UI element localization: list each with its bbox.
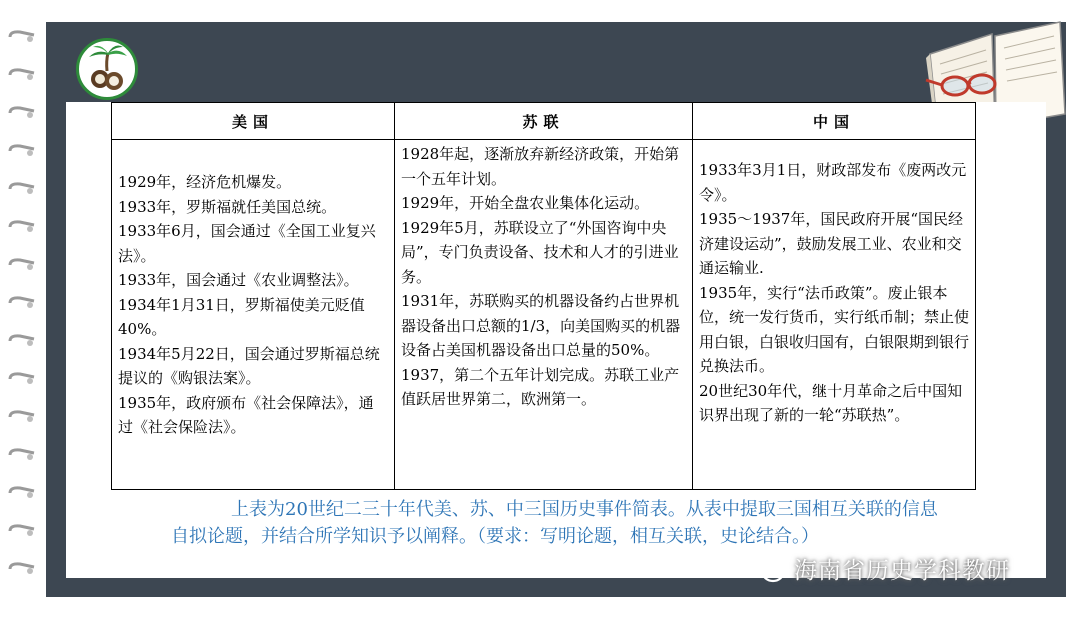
question-prompt xyxy=(171,496,951,550)
us-event: 1933年，罗斯福就任美国总统。 xyxy=(118,197,337,216)
china-event: 20世纪30年代，继十月革命之后中国知识界出现了新的一轮“苏联热”。 xyxy=(699,381,963,424)
us-event: 1934年5月22日，国会通过罗斯福总统提议的《购银法案》。 xyxy=(118,344,380,387)
china-event: 1933年3月1日，财政部发布《废两改元令》。 xyxy=(699,161,967,204)
coconut-tree-logo xyxy=(76,38,138,100)
header-us: 美国 xyxy=(112,103,395,140)
table-row xyxy=(112,140,976,490)
notebook-rings xyxy=(0,0,48,619)
us-events-cell xyxy=(112,140,395,490)
question-text: 上表为20世纪二三十年代美、苏、中三国历史事件简表。从表中提取三国相互关联的信息自拟论题，并结合所学知识予以阐释。（要求：写明论题，相互关联，史论结合。） xyxy=(171,499,938,547)
china-event: 1935年，实行“法币政策”。废止银本位，统一发行货币，实行纸币制；禁止使用白银，白银收归国有，白银限期到银行兑换法币。 xyxy=(699,283,970,375)
us-event: 1935年，政府颁布《社会保障法》，通过《社会保险法》。 xyxy=(118,393,374,436)
us-event: 1933年6月，国会通过《全国工业复兴法》。 xyxy=(118,222,376,265)
us-event: 1934年1月31日，罗斯福使美元贬值40%。 xyxy=(118,295,365,338)
watermark-text: 海南省历史学科教研 xyxy=(794,558,1010,584)
notebook-ring-icon xyxy=(8,182,36,196)
china-events-cell xyxy=(693,140,976,490)
ussr-event: 1928年起，逐渐放弃新经济政策，开始第一个五年计划。 xyxy=(401,145,680,188)
notebook-ring-icon xyxy=(8,562,36,576)
events-table xyxy=(111,102,976,490)
us-event: 1933年，国会通过《农业调整法》。 xyxy=(118,271,359,289)
notebook-ring-icon xyxy=(8,296,36,310)
ussr-events-cell xyxy=(395,140,693,490)
notebook-ring-icon xyxy=(8,68,36,82)
notebook-ring-icon xyxy=(8,486,36,500)
notebook-ring-icon xyxy=(8,372,36,386)
us-event: 1929年，经济危机爆发。 xyxy=(118,173,292,191)
notebook-ring-icon xyxy=(8,410,36,424)
ussr-event: 1929年，开始全盘农业集体化运动。 xyxy=(401,194,650,212)
table-header-row xyxy=(112,103,976,140)
notebook-ring-icon xyxy=(8,106,36,120)
ussr-event: 1937，第二个五年计划完成。苏联工业产值跃居世界第二，欧洲第一。 xyxy=(401,365,680,408)
notebook-ring-icon xyxy=(8,144,36,158)
ussr-event: 1931年，苏联购买的机器设备约占世界机器设备出口总额的1/3，向美国购买的机器设备占美国机器设备出口总量的50%。 xyxy=(401,292,681,359)
wechat-icon xyxy=(750,555,784,583)
notebook-ring-icon xyxy=(8,448,36,462)
content-panel xyxy=(66,102,1046,578)
notebook-ring-icon xyxy=(8,334,36,348)
header-china: 中国 xyxy=(693,103,976,140)
notebook-ring-icon xyxy=(8,524,36,538)
notebook-ring-icon xyxy=(8,258,36,272)
watermark xyxy=(750,552,1010,585)
header-ussr: 苏联 xyxy=(395,103,693,140)
notebook-ring-icon xyxy=(8,30,36,44)
notebook-ring-icon xyxy=(8,220,36,234)
china-event: 1935～1937年，国民政府开展“国民经济建设运动”，鼓励发展工业、农业和交通运输业. xyxy=(699,210,964,277)
ussr-event: 1929年5月，苏联设立了“外国咨询中央局”，专门负责设备、技术和人才的引进业务。 xyxy=(401,218,679,286)
